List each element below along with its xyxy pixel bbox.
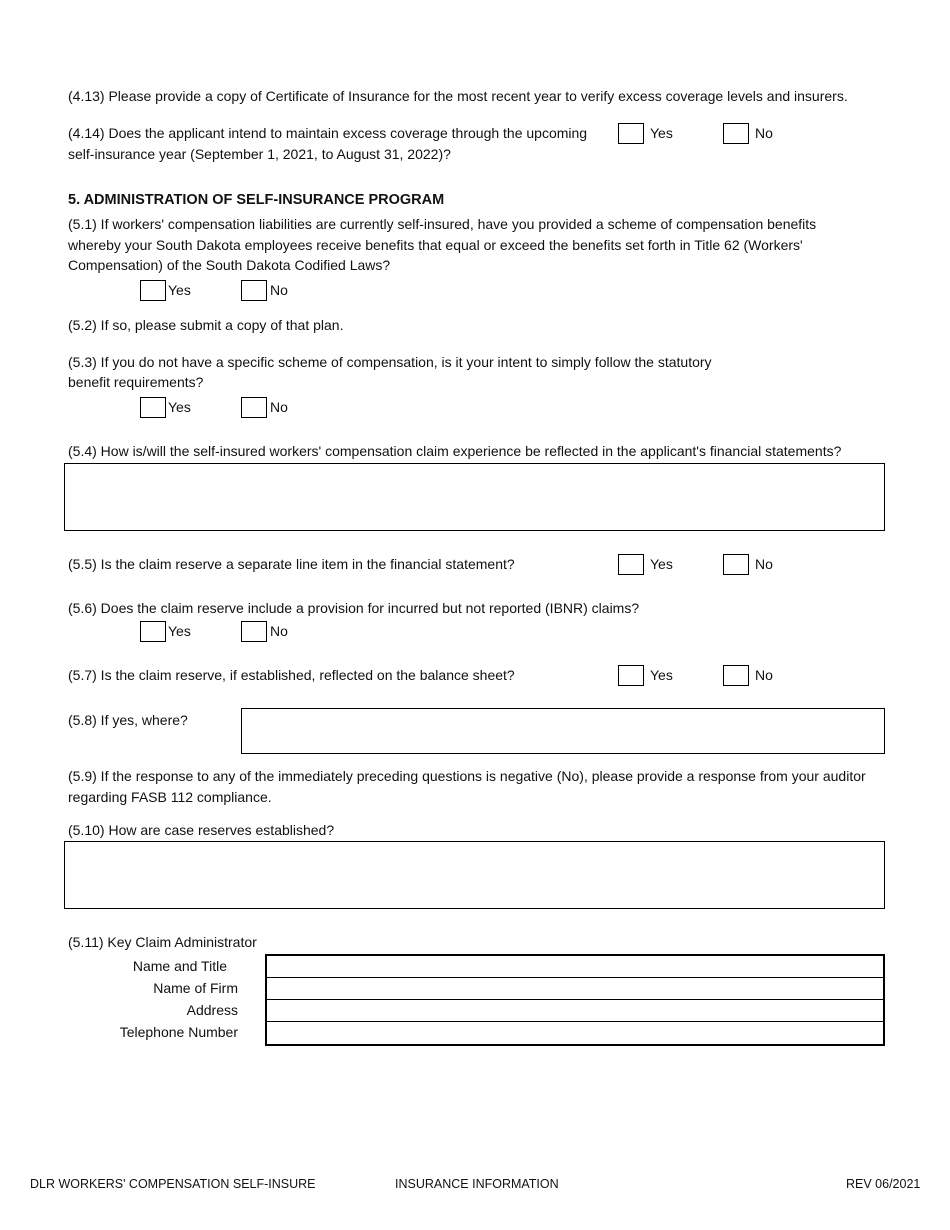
q4-14-no-label: No [755, 125, 773, 141]
telephone-number-input[interactable] [267, 1022, 883, 1044]
name-of-firm-input[interactable] [267, 978, 883, 1000]
footer-left: DLR WORKERS' COMPENSATION SELF-INSURE [30, 1177, 316, 1191]
question-5-3-line2: benefit requirements? [68, 374, 204, 390]
q5-6-yes-checkbox[interactable] [140, 621, 166, 642]
question-5-9: (5.9) If the response to any of the immediately preceding questions is negative (No), please provide a response from your auditor regarding FASB 112 compliance. [68, 768, 866, 805]
q5-3-no-checkbox[interactable] [241, 397, 267, 418]
q5-5-no-checkbox[interactable] [723, 554, 749, 575]
q5-8-response-box[interactable] [241, 708, 885, 754]
question-5-3-line1: (5.3) If you do not have a specific scheme of compensation, is it your intent to simply follow the statutory [68, 354, 712, 370]
q5-5-yes-label: Yes [650, 556, 673, 572]
q5-1-no-checkbox[interactable] [241, 280, 267, 301]
q5-7-yes-label: Yes [650, 667, 673, 683]
field-label-address: Address [186, 1002, 238, 1018]
question-5-2: (5.2) If so, please submit a copy of that plan. [68, 317, 344, 333]
q5-1-yes-label: Yes [168, 282, 191, 298]
footer-center: INSURANCE INFORMATION [395, 1177, 559, 1191]
question-5-6: (5.6) Does the claim reserve include a provision for incurred but not reported (IBNR) claims? [68, 600, 640, 616]
q5-3-yes-checkbox[interactable] [140, 397, 166, 418]
q5-5-no-label: No [755, 556, 773, 572]
question-5-5: (5.5) Is the claim reserve a separate line item in the financial statement? [68, 556, 515, 572]
question-5-7: (5.7) Is the claim reserve, if established, reflected on the balance sheet? [68, 667, 515, 683]
q5-3-yes-label: Yes [168, 399, 191, 415]
field-label-name-of-firm: Name of Firm [153, 980, 238, 996]
address-input[interactable] [267, 1000, 883, 1022]
q5-6-no-checkbox[interactable] [241, 621, 267, 642]
field-label-telephone-number: Telephone Number [119, 1024, 238, 1040]
q5-6-yes-label: Yes [168, 623, 191, 639]
question-5-4: (5.4) How is/will the self-insured workers' compensation claim experience be reflected in the applicant's financial statements? [68, 443, 842, 459]
q5-6-no-label: No [270, 623, 288, 639]
question-4-14-line1: (4.14) Does the applicant intend to maintain excess coverage through the upcoming [68, 125, 588, 141]
q5-3-no-label: No [270, 399, 288, 415]
question-4-14-line2: self-insurance year (September 1, 2021, to August 31, 2022)? [68, 146, 451, 162]
q5-7-no-label: No [755, 667, 773, 683]
q5-10-response-box[interactable] [64, 841, 885, 909]
q4-14-yes-checkbox[interactable] [618, 123, 644, 144]
q5-1-no-label: No [270, 282, 288, 298]
question-5-10: (5.10) How are case reserves established? [68, 822, 335, 838]
q5-5-yes-checkbox[interactable] [618, 554, 644, 575]
name-and-title-input[interactable] [267, 956, 883, 978]
field-label-name-and-title: Name and Title [132, 958, 227, 974]
question-4-13: (4.13) Please provide a copy of Certificate of Insurance for the most recent year to verify excess coverage levels and insurers. [68, 88, 848, 104]
q4-14-yes-label: Yes [650, 125, 673, 141]
q5-4-response-box[interactable] [64, 463, 885, 531]
key-claim-administrator-table [265, 954, 885, 1046]
q5-7-no-checkbox[interactable] [723, 665, 749, 686]
footer-right: REV 06/2021 [846, 1177, 921, 1191]
q5-1-yes-checkbox[interactable] [140, 280, 166, 301]
section-5-heading: 5. ADMINISTRATION OF SELF-INSURANCE PROGRAM [68, 192, 445, 208]
q4-14-no-checkbox[interactable] [723, 123, 749, 144]
question-5-1: (5.1) If workers' compensation liabilities are currently self-insured, have you provided a scheme of compensation benefits whereby your South Dakota employees receive benefits that equal or exceed the benefits set forth in Title 62 (Workers' Compensation) of the South Dakota Codified Laws? [68, 216, 817, 273]
question-5-8: (5.8) If yes, where? [68, 712, 188, 728]
q5-7-yes-checkbox[interactable] [618, 665, 644, 686]
question-5-11: (5.11) Key Claim Administrator [68, 934, 257, 950]
